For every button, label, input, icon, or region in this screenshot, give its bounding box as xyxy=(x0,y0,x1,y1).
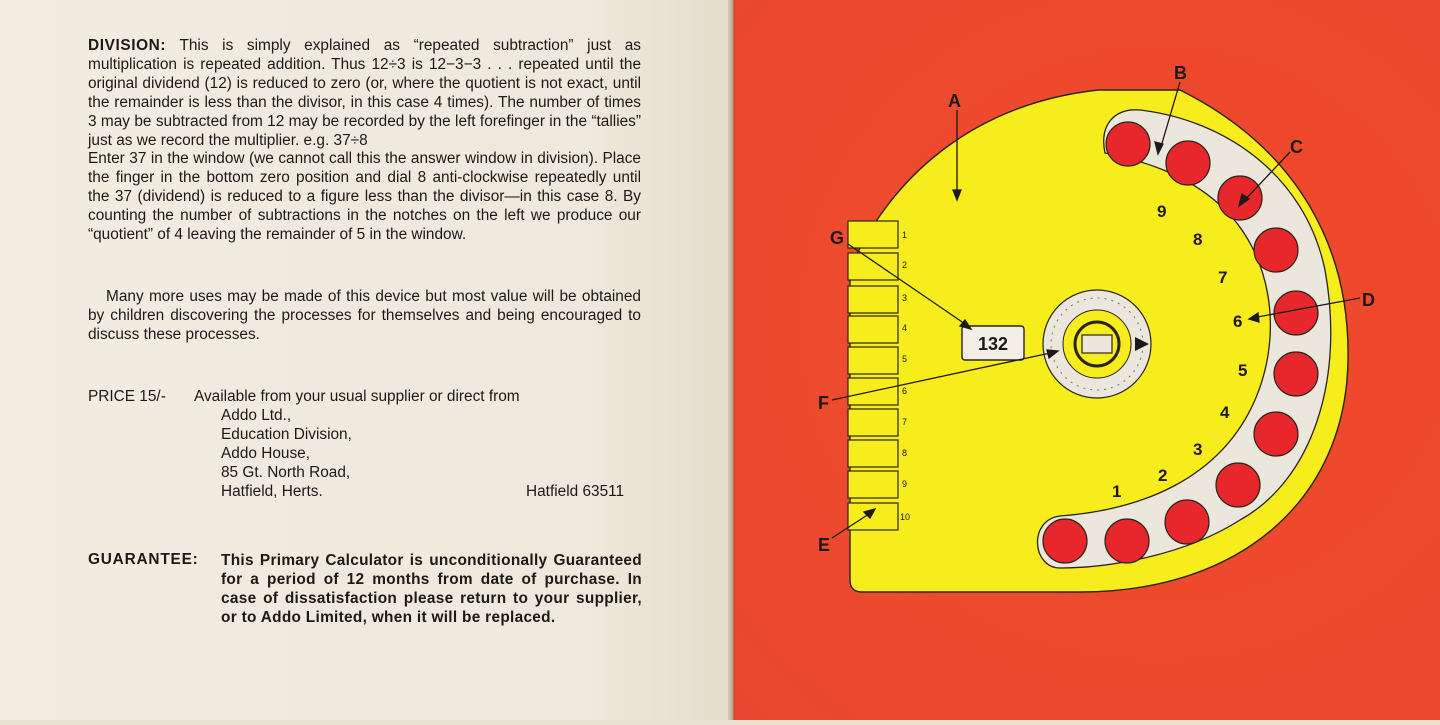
tally-number: 9 xyxy=(902,479,908,489)
finger-hole xyxy=(1218,176,1262,220)
finger-hole xyxy=(1165,500,1209,544)
tally-number: 10 xyxy=(900,512,911,522)
callout-label: E xyxy=(818,535,831,555)
dial-number: 5 xyxy=(1238,361,1248,380)
finger-hole xyxy=(1166,141,1210,185)
finger-hole xyxy=(1106,122,1150,166)
callout-label: D xyxy=(1362,290,1375,310)
division-text: This is simply explained as “repeated subtraction” just as multiplication is repeated addition. Thus 12÷3 is 12−3−3 . . . repeated until the original dividend (12) is reduced to zero (or, where the quotient is not exact, until the remainder is less than the divisor, in this case 4 times). The number of times 3 may be subtracted from 12 may be recorded by the left forefinger in the “tallies” just as we record the multiplier. e.g. 37÷8 xyxy=(88,37,641,149)
tally-number: 7 xyxy=(902,417,908,427)
address-line: Hatfield, Herts. xyxy=(221,483,323,500)
tally-notch xyxy=(848,253,898,280)
dial-number: 1 xyxy=(1112,482,1122,501)
window-value: 132 xyxy=(977,334,1009,354)
calculator-diagram xyxy=(736,0,1440,720)
tally-notch xyxy=(848,440,898,467)
tally-number: 2 xyxy=(902,260,908,270)
tally-number: 1 xyxy=(902,230,908,240)
callout-label: F xyxy=(818,393,829,413)
callout-label: B xyxy=(1174,63,1187,83)
division-label: DIVISION: xyxy=(88,37,167,54)
uses-paragraph: Many more uses may be made of this device but most value will be obtained by children discovering the processes for themselves and being encouraged to discuss these processes. xyxy=(88,288,641,343)
finger-hole xyxy=(1216,463,1260,507)
division-text-continued: Enter 37 in the window (we cannot call this the answer window in division). Place the finger in the bottom zero position and dial 8 anti-clockwise repeatedly until the 37 (dividend) is reduced to a figure less than the divisor—in this case 8. By counting the number of subtractions in the notches on the left we produce our “quotient” of 4 leaving the remainder of 5 in the window. xyxy=(88,150,641,244)
dial-number: 8 xyxy=(1193,230,1203,249)
finger-hole xyxy=(1043,519,1087,563)
callout-label: G xyxy=(830,228,845,248)
address-line: Education Division, xyxy=(221,426,352,443)
tally-notch xyxy=(848,286,898,313)
guarantee-text: This Primary Calculator is unconditionally Guaranteed for a period of 12 months from date of purchase. In case of dissatisfaction please return to your supplier, or to Addo Limited, when it will be replaced. xyxy=(221,552,642,626)
tally-number: 5 xyxy=(902,354,908,364)
price-text: Available from your usual supplier or direct from xyxy=(194,388,520,405)
address-line: Addo House, xyxy=(221,445,310,462)
callout-label: C xyxy=(1290,137,1303,157)
tally-notch xyxy=(848,347,898,374)
price-label: PRICE 15/- xyxy=(88,388,166,405)
guarantee-label: GUARANTEE: xyxy=(88,551,199,568)
address-line: Addo Ltd., xyxy=(221,407,292,424)
central-hub xyxy=(1043,290,1151,398)
dial-number: 4 xyxy=(1220,403,1230,422)
tally-number: 6 xyxy=(902,386,908,396)
dial-number: 6 xyxy=(1233,312,1243,331)
finger-hole xyxy=(1274,352,1318,396)
dial-number: 9 xyxy=(1157,202,1167,221)
tally-notch xyxy=(848,471,898,498)
dial-number: 3 xyxy=(1193,440,1203,459)
tally-number: 4 xyxy=(902,323,908,333)
finger-hole xyxy=(1254,412,1298,456)
division-paragraph xyxy=(88,37,641,245)
answer-window xyxy=(962,326,1024,360)
callout-label: A xyxy=(948,91,961,111)
tally-notch xyxy=(848,316,898,343)
diagram-page xyxy=(736,0,1440,720)
finger-hole xyxy=(1105,519,1149,563)
tally-notch xyxy=(848,503,898,530)
tally-notch xyxy=(848,221,898,248)
tally-notch xyxy=(848,409,898,436)
finger-hole xyxy=(1254,228,1298,272)
tally-number: 8 xyxy=(902,448,908,458)
address-line: 85 Gt. North Road, xyxy=(221,464,351,481)
dial-number: 7 xyxy=(1218,268,1228,287)
phone-number: Hatfield 63511 xyxy=(526,483,625,500)
dial-number: 2 xyxy=(1158,466,1168,485)
tally-number: 3 xyxy=(902,293,908,303)
